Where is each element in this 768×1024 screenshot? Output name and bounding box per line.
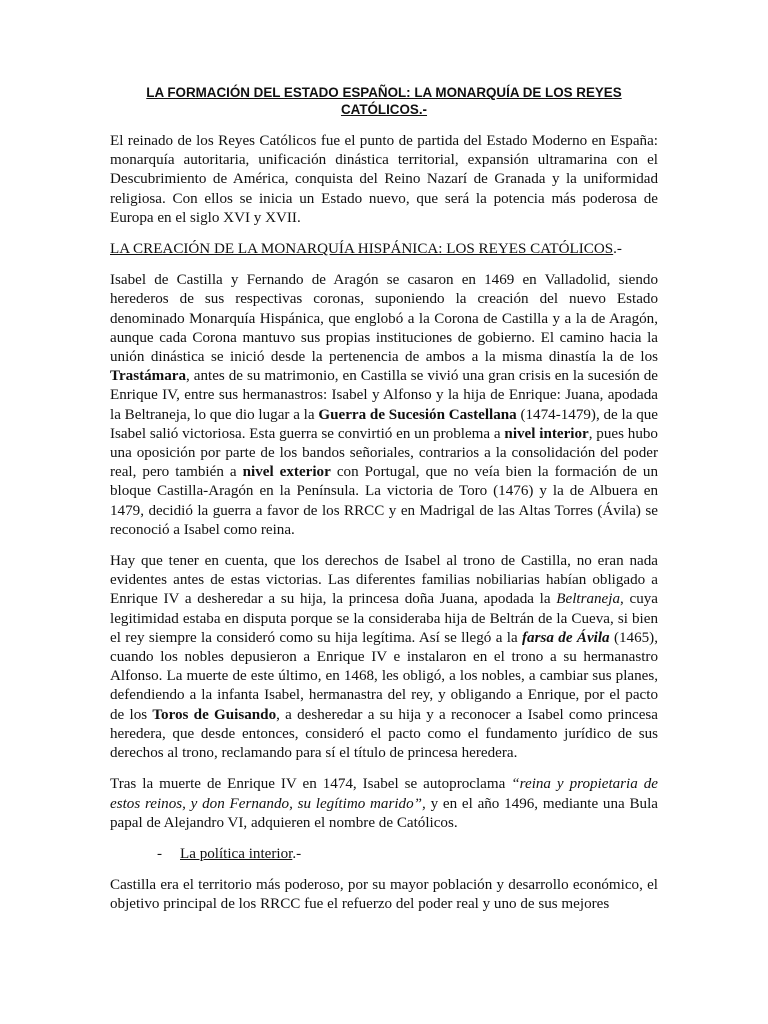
paragraph-rights: Hay que tener en cuenta, que los derechos de Isabel al trono de Castilla, no eran nada evidentes antes de estas victorias. Las diferentes familias nobiliarias habían obligado a Enrique IV a desheredar a su hija, la princesa doña Juana, apodada la Beltraneja, cuya legitimidad estaba en disputa porque se la consideraba hija de Beltrán de la Cueva, si bien el rey siempre la consideró como su hija legítima. Así se llegó a la farsa de Ávila (1465), cuando los nobles depusieron a Enrique IV e instalaron en el trono a su hermanastro Alfonso. La muerte de este último, en 1468, les obligó, a los nobles, a cambiar sus planes, defendiendo a la infanta Isabel, hermanastra del rey, y obligando a Enrique, por el pacto de los Toros de Guisando, a desheredar a su hija y a reconocer a Isabel como princesa heredera, que desde entonces, consideró el pacto como el fundamento jurídico de sus derechos al trono, reclamando para sí el título de princesa heredera. [110,553,658,762]
intro-paragraph: El reinado de los Reyes Católicos fue el punto de partida del Estado Moderno en España: monarquía autoritaria, unificación dinástica territorial, expansión ultramarina con el Descubrimiento de América, conquista del Reino Nazarí de Granada y la uniformidad religiosa. Con ellos se inicia un Estado nuevo, que será la potencia más poderosa de Europa en el siglo XVI y XVII. [110,133,658,226]
document-page [110,84,658,927]
bullet-item-interior-policy [110,845,658,864]
paragraph-castilla: Castilla era el territorio más poderoso, por su mayor población y desarrollo económico, el objetivo principal de los RRCC fue el refuerzo del poder real y uno de sus mejores [110,877,658,913]
bullet-label: La política interior [180,845,293,862]
bold-term: Toros de Guisando [152,706,277,723]
bold-term: nivel exterior [242,464,331,481]
section-heading-text: LA CREACIÓN DE LA MONARQUÍA HISPÁNICA: LOS REYES CATÓLICOS [110,241,614,258]
bold-italic-term: farsa de Ávila [522,629,610,646]
quote-italic: “reina y propietaria de estos reinos, y don Fernando, su legítimo marido”, [110,776,658,812]
paragraph-catholic-title: Tras la muerte de Enrique IV en 1474, Isabel se autoproclama “reina y propietaria de estos reinos, y don Fernando, su legítimo marido”, y en el año 1496, mediante una Bula papal de Alejandro VI, adquieren el nombre de Católicos. [110,776,659,831]
bullet-suffix: .- [292,845,302,862]
paragraph-marriage: Isabel de Castilla y Fernando de Aragón se casaron en 1469 en Valladolid, siendo herederos de sus respectivas coronas, suponiendo la creación del nuevo Estado denominado Monarquía Hispánica, que englobó a la Corona de Castilla y a la de Aragón, aunque cada Corona mantuvo sus propias instituciones de gobierno. El camino hacia la unión dinástica se inició desde la pertenencia de ambos a la misma dinastía la de los Trastámara, antes de su matrimonio, en Castilla se vivió una gran crisis en la sucesión de Enrique IV, entre sus hermanastros: Isabel y Alfonso y la hija de Enrique: Juana, apodada la Beltraneja, lo que dio lugar a la Guerra de Sucesión Castellana (1474-1479), de la que Isabel salió victoriosa. Esta guerra se convirtió en un problema a nivel interior, pues hubo una oposición por parte de los bandos señoriales, contrarios a la consolidación del poder real, pero también a nivel exterior con Portugal, que no veía bien la formación de un bloque Castilla-Aragón en la Península. La victoria de Toro (1476) y la de Albuera en 1479, decidió la guerra a favor de los RRCC y en Madrigal de las Altas Torres (Ávila) se reconoció a Isabel como reina. [110,272,658,538]
bullet-dash: - [157,845,163,862]
section-heading-suffix: .- [613,241,622,258]
bold-term: Trastámara [110,368,187,385]
document-title: LA FORMACIÓN DEL ESTADO ESPAÑOL: LA MONARQUÍA DE LOS REYES CATÓLICOS.- [146,85,622,117]
italic-term: Beltraneja [556,591,620,608]
bold-term: Guerra de Sucesión Castellana [318,406,517,423]
section-heading [110,240,658,259]
bold-term: nivel interior [504,425,589,442]
